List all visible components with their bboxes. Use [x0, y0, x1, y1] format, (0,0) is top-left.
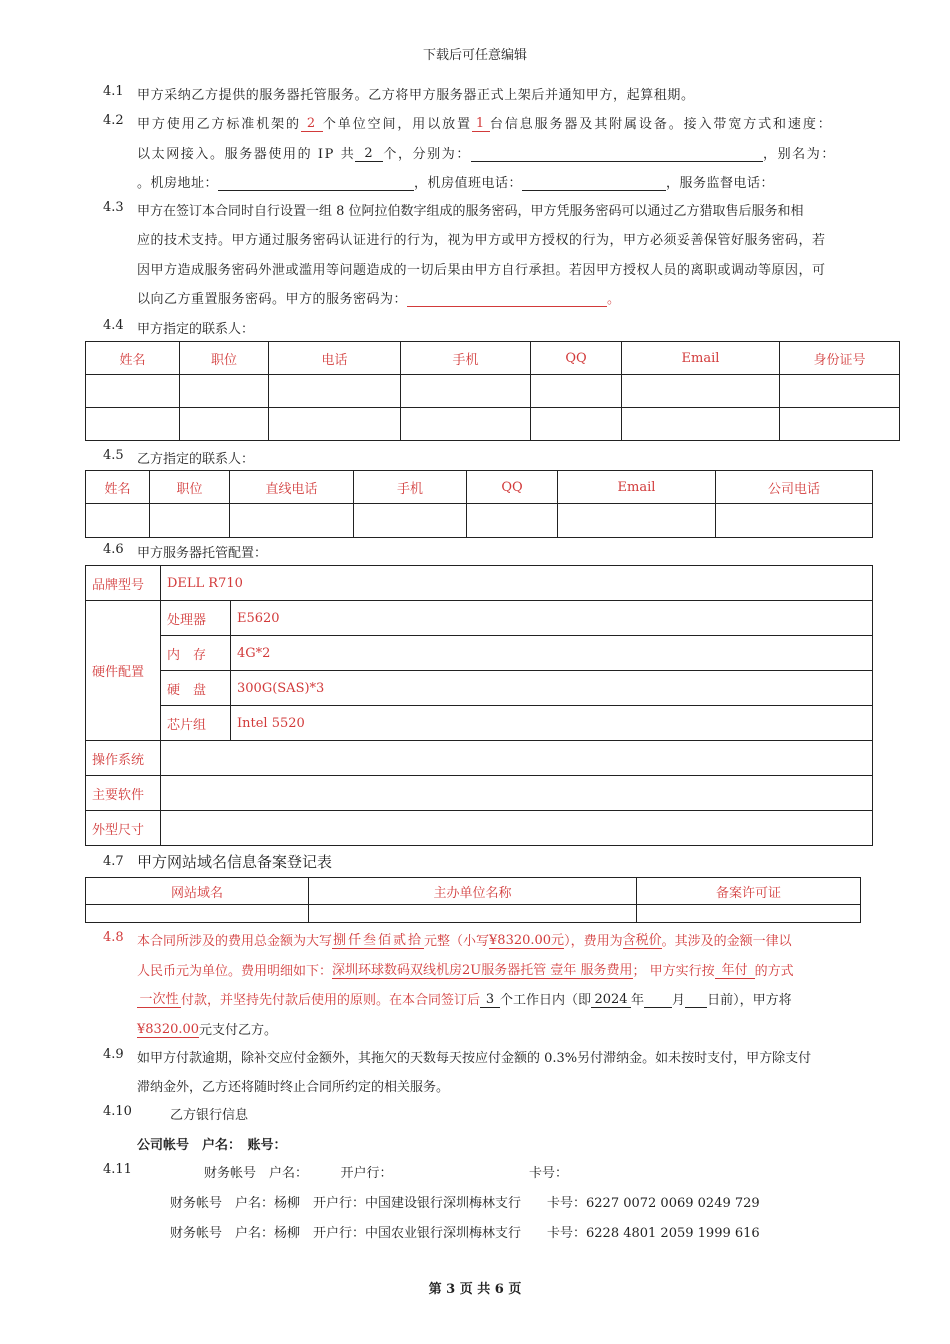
table-row [86, 504, 873, 538]
ip-list-blank [471, 161, 763, 162]
table-header: 姓名 [86, 342, 180, 375]
hw-item-label: 处理器 [161, 601, 231, 636]
year-value: 2024 [591, 992, 631, 1008]
hw-item-value: E5620 [231, 601, 873, 636]
bank-account-row: 财务帐号 户名：杨柳 开户行：中国建设银行深圳梅林支行 卡号：6227 0072 0069 0249 729 [170, 1196, 760, 1211]
section-number: 4.9 [103, 1047, 124, 1062]
brand-label: 品牌型号 [86, 566, 161, 601]
tax-type: 含税价 [622, 933, 662, 948]
hardware-label: 硬件配置 [86, 601, 161, 741]
section-4-10-title: 乙方银行信息 [170, 1108, 249, 1123]
size-label: 外型尺寸 [86, 811, 161, 846]
page-footer: 第 3 页 共 6 页 [428, 1282, 522, 1297]
table-header: 职位 [150, 471, 230, 504]
section-4-8-line3: 一次性 付款，并坚持先付款后使用的原则。在本合同签订后 3 个工作日内（即 2024 年 月 日前），甲方将 [137, 989, 792, 1008]
payment-period: 年付 [715, 963, 755, 979]
room-address-blank [218, 190, 414, 191]
server-count-value: 1 [472, 116, 490, 132]
section-4-8-line2: 人民币元为单位。费用明细如下：深圳环球数码双线机房2U服务器托管 壹年 服务费用； 甲方实行按 年付 的方式 [137, 963, 794, 979]
table-header: 职位 [180, 342, 269, 375]
table-header: 姓名 [86, 471, 150, 504]
table-header: 公司电话 [716, 471, 873, 504]
hw-item-label: 硬 盘 [161, 671, 231, 706]
section-4-9-line1: 如甲方付款逾期，除补交应付金额外，其拖欠的天数每天按应付金额的 0.3%另付滞纳金。如未按时支付，甲方除支付 [137, 1051, 812, 1066]
section-number: 4.3 [103, 200, 124, 215]
table-header: 身份证号 [780, 342, 900, 375]
table-header: 手机 [354, 471, 467, 504]
section-4-5-title: 乙方指定的联系人： [137, 452, 255, 467]
section-4-9-line2: 滞纳金外，乙方还将随时终止合同所约定的相关服务。 [137, 1080, 450, 1095]
duty-phone-blank [522, 190, 666, 191]
table-header: 电话 [269, 342, 401, 375]
table-header: 主办单位名称 [309, 878, 637, 905]
ip-count-value: 2 [355, 146, 383, 162]
section-number: 4.8 [103, 930, 124, 945]
section-4-4-title: 甲方指定的联系人： [137, 322, 255, 337]
rack-units-value: 2 [301, 116, 323, 132]
hw-item-value: 4G*2 [231, 636, 873, 671]
bank-account-row: 财务帐号 户名：杨柳 开户行：中国农业银行深圳梅林支行 卡号：6228 4801 2059 1999 616 [170, 1226, 760, 1241]
table-header: QQ [467, 471, 558, 504]
section-4-3-line1: 甲方在签订本合同时自行设置一组 8 位阿拉伯数字组成的服务密码，甲方凭服务密码可以通过乙方猎取售后服务和相 [137, 204, 804, 219]
hw-item-label: 芯片组 [161, 706, 231, 741]
section-number: 4.2 [103, 113, 124, 128]
service-password-blank [407, 306, 607, 307]
amount-in-words: 捌仟叁佰贰拾 [333, 933, 424, 948]
section-number: 4.4 [103, 318, 124, 333]
section-4-3-line3: 因甲方造成服务密码外泄或滥用等问题造成的一切后果由甲方自行承担。若因甲方授权人员的离职或调动等原因，可 [137, 263, 826, 278]
page-header: 下载后可任意编辑 [422, 48, 527, 63]
domain-registration-table [85, 877, 861, 923]
server-config-table [85, 565, 873, 846]
payment-mode: 一次性 [137, 992, 181, 1008]
table-header: QQ [531, 342, 622, 375]
work-days-value: 3 [480, 992, 500, 1008]
party-a-contacts-table [85, 341, 900, 441]
table-row [86, 905, 861, 923]
day-blank [685, 1007, 707, 1008]
section-number: 4.11 [103, 1162, 132, 1177]
section-4-8-line4: ¥8320.00元支付乙方。 [137, 1022, 278, 1038]
table-header: 直线电话 [230, 471, 354, 504]
section-4-2-line1: 甲方使用乙方标准机架的 2 个单位空间，用以放置 1 台信息服务器及其附属设备。接入带宽方式和速度： [137, 116, 833, 132]
section-4-3-line4: 以向乙方重置服务密码。甲方的服务密码为： 。 [137, 292, 621, 307]
section-number: 4.7 [103, 854, 124, 869]
table-header: 备案许可证 [637, 878, 861, 905]
table-row [86, 408, 900, 441]
table-header: Email [558, 471, 716, 504]
section-4-3-line2: 应的技术支持。甲方通过服务密码认证进行的行为，视为甲方或甲方授权的行为，甲方必须妥善保管好服务密码，若 [137, 233, 826, 248]
section-4-2-line2: 以太网接入。服务器使用的 IP 共 2 个，分别为： ，别名为： [137, 146, 836, 162]
month-blank [644, 1007, 672, 1008]
brand-value: DELL R710 [161, 566, 873, 601]
amount-repeat: ¥8320.00 [137, 1022, 200, 1037]
section-number: 4.1 [103, 84, 124, 99]
table-header: 网站域名 [86, 878, 309, 905]
section-4-7-title: 甲方网站域名信息备案登记表 [137, 853, 333, 871]
os-label: 操作系统 [86, 741, 161, 776]
fee-detail: 深圳环球数码双线机房2U服务器托管 壹年 服务费用 [332, 963, 633, 978]
table-header: 手机 [401, 342, 531, 375]
software-label: 主要软件 [86, 776, 161, 811]
section-4-1-text: 甲方采纳乙方提供的服务器托管服务。乙方将甲方服务器正式上架后并通知甲方，起算租期。 [137, 88, 695, 103]
section-number: 4.6 [103, 542, 124, 557]
section-4-2-line3: 。机房地址： ，机房值班电话： ，服务监督电话： [137, 176, 775, 191]
table-row [86, 375, 900, 408]
company-account-label: 公司帐号 户名： 账号： [137, 1138, 287, 1153]
party-b-contacts-table [85, 470, 873, 538]
table-header: Email [622, 342, 780, 375]
amount-lowercase: ¥8320.00元 [489, 933, 565, 948]
section-number: 4.5 [103, 448, 124, 463]
section-4-11-header: 财务帐号 户名： 开户行： 卡号： [204, 1166, 569, 1181]
hw-item-value: 300G(SAS)*3 [231, 671, 873, 706]
hw-item-value: Intel 5520 [231, 706, 873, 741]
section-4-6-title: 甲方服务器托管配置： [137, 546, 268, 561]
section-4-8-line1: 本合同所涉及的费用总金额为大写捌仟叁佰贰拾元整（小写¥8320.00元），费用为含税价。其涉及的金额一律以 [137, 933, 792, 949]
hw-item-label: 内 存 [161, 636, 231, 671]
section-number: 4.10 [103, 1104, 132, 1119]
